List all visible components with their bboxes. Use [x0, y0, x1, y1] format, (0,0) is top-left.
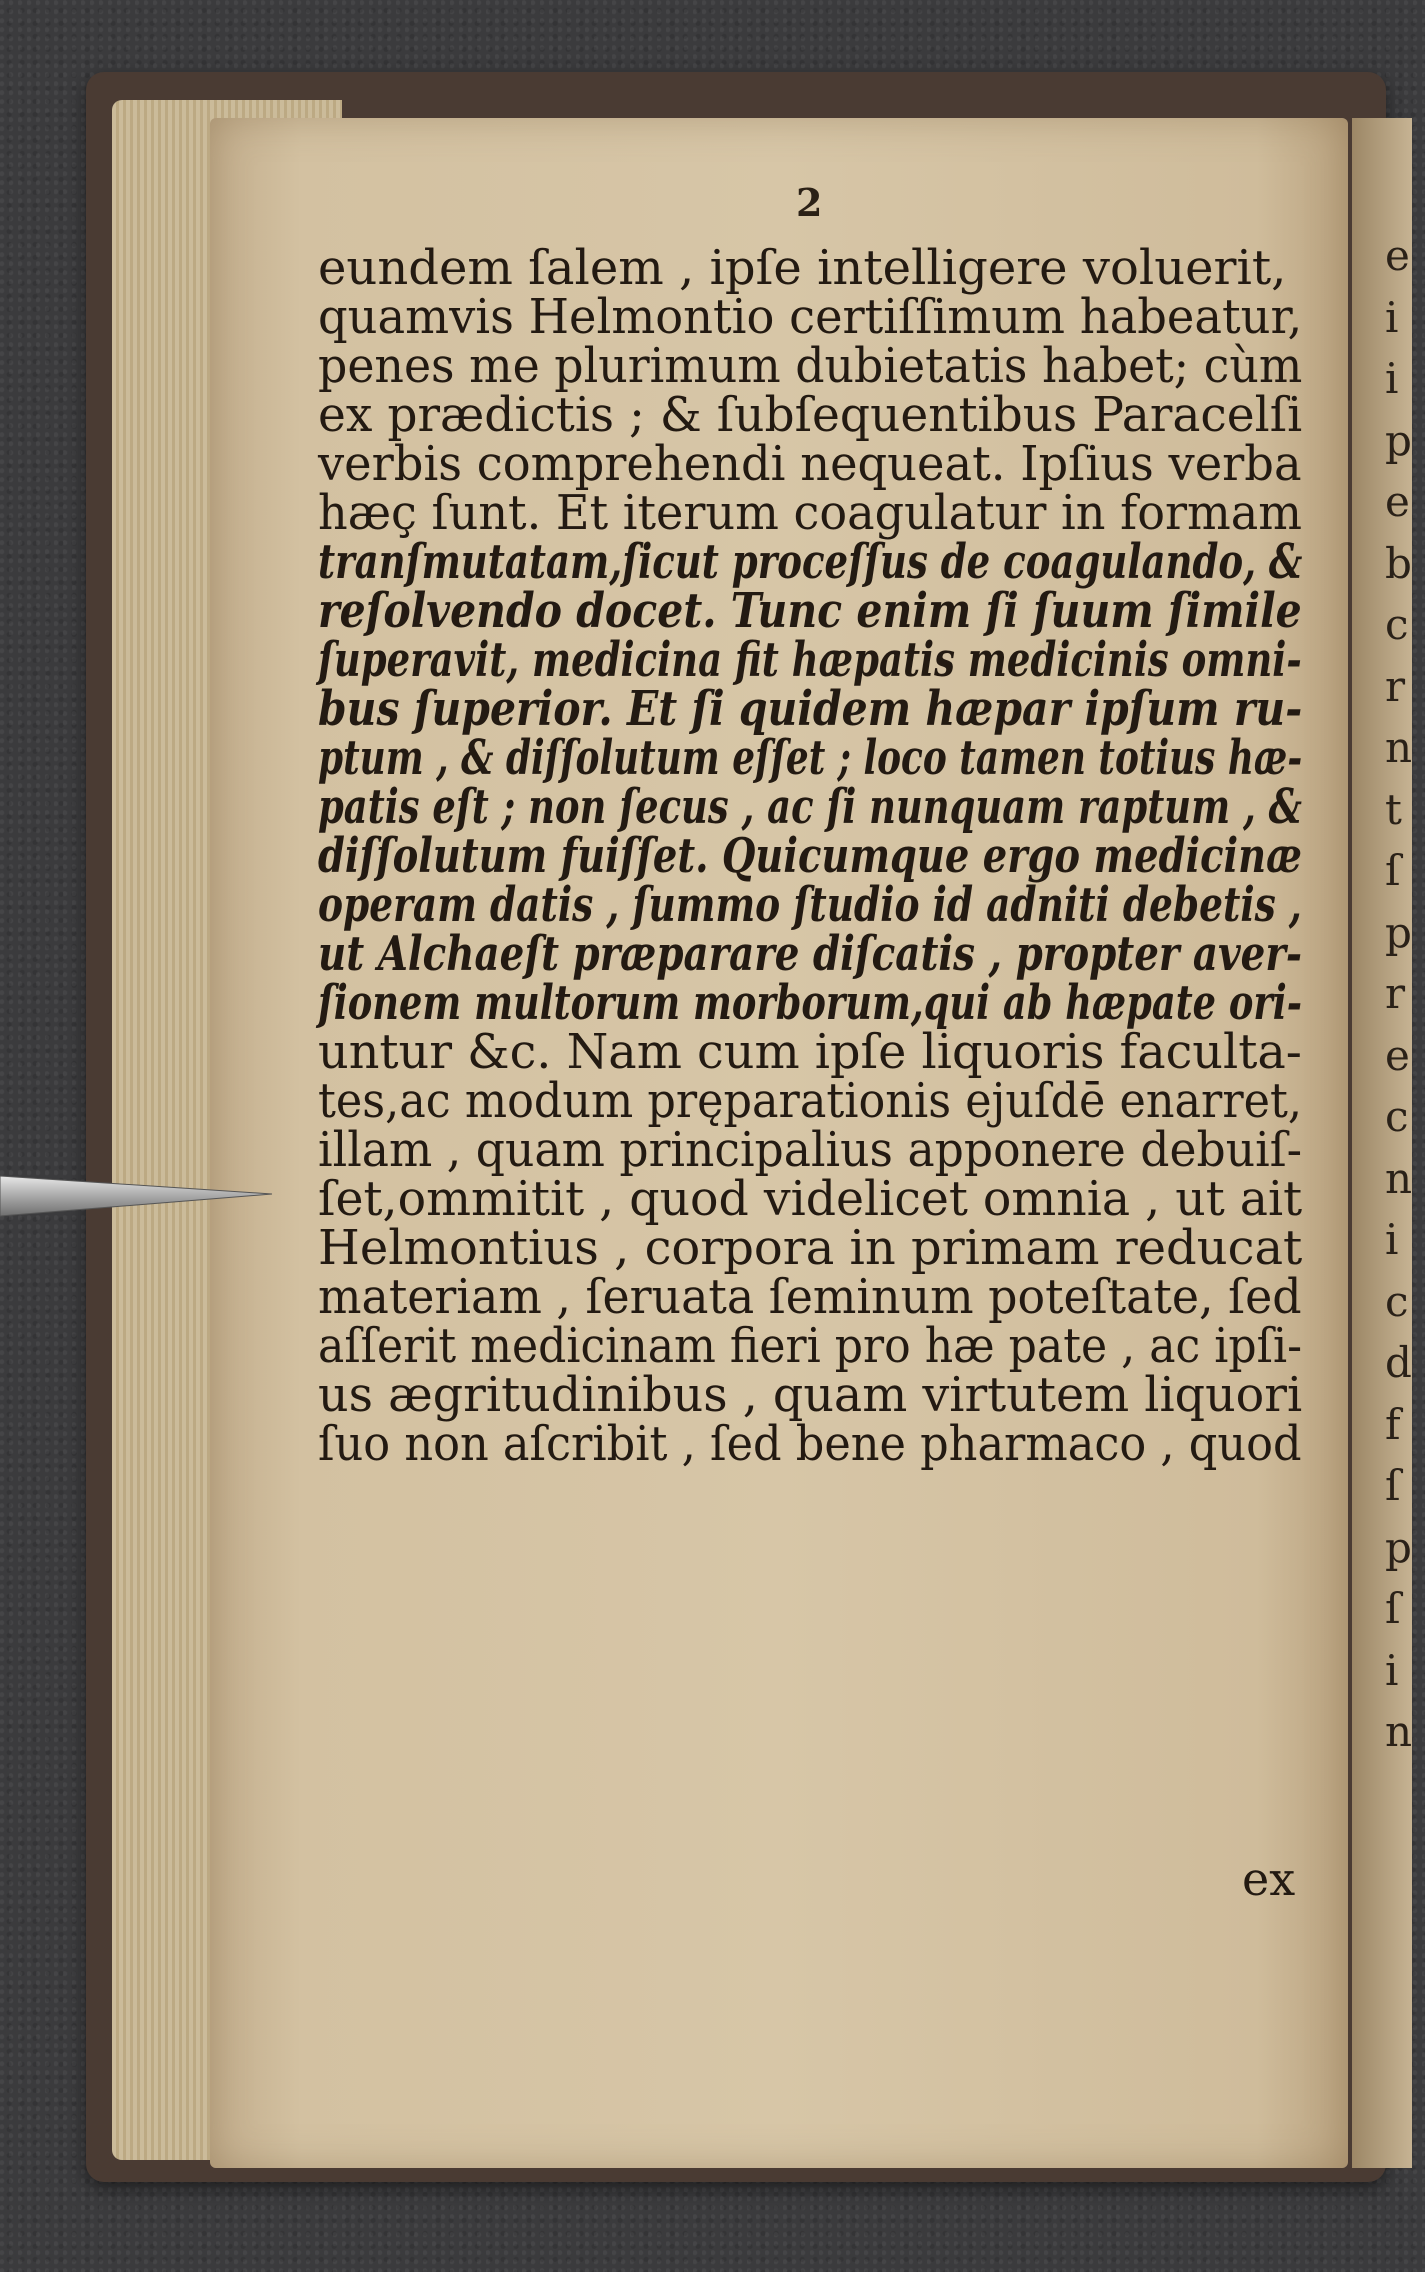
text-line: aſſerit medicinam fieri pro hæ pate , ac ipſi-: [318, 1318, 1303, 1374]
facing-letter: r: [1385, 969, 1406, 1018]
text-line: tranſmutatam,ſicut proceſſus de coagulando, &: [318, 534, 1303, 590]
facing-letter: e: [1385, 1030, 1410, 1080]
text-line: ut Alchaeſt præparare diſcatis , propter aver-: [318, 926, 1302, 982]
page-number: 2: [796, 180, 823, 225]
facing-letter: i: [1385, 1215, 1399, 1264]
facing-letter: c: [1385, 1092, 1409, 1141]
facing-letter: e: [1385, 477, 1410, 526]
text-line: penes me plurimum dubietatis habet; cùm: [318, 338, 1303, 394]
facing-letter: e: [1385, 231, 1410, 280]
page-text: [318, 240, 1303, 1472]
facing-letter: n: [1385, 1153, 1413, 1203]
text-line: patis eſt ; non ſecus , ac ſi nunquam raptum , &: [318, 779, 1302, 835]
text-line: illam , quam principalius apponere debuiſ-: [318, 1122, 1303, 1178]
text-line: tes,ac modum pręparationis ejuſdē enarret,: [318, 1073, 1302, 1129]
text-line: Helmontius , corpora in primam reducat: [318, 1220, 1303, 1276]
facing-letter: p: [1385, 1522, 1412, 1572]
facing-page-text: [1385, 225, 1425, 1763]
text-line: reſolvendo docet. Tunc enim ſi ſuum ſimile: [318, 583, 1302, 639]
facing-letter: n: [1385, 1707, 1413, 1756]
catchword: ex: [1242, 1852, 1296, 1906]
facing-letter: ſ: [1385, 846, 1401, 895]
text-line: ex prædictis ; & ſubſequentibus Paracelſi: [318, 387, 1303, 443]
facing-letter: c: [1385, 1276, 1409, 1326]
text-line: ſuo non aſcribit , ſed bene pharmaco , quod: [318, 1416, 1302, 1472]
facing-letter: b: [1385, 538, 1412, 588]
facing-letter: i: [1385, 292, 1399, 342]
text-line: ptum , & diſſolutum eſſet ; loco tamen totius hæ-: [318, 730, 1303, 786]
text-line: ſet,ommitit , quod videlicet omnia , ut ait: [318, 1171, 1303, 1227]
text-line: operam datis , ſummo ſtudio id adniti debetis ,: [318, 877, 1302, 933]
facing-letter: r: [1385, 661, 1406, 711]
facing-letter: p: [1385, 415, 1412, 465]
text-line: diſſolutum fuiſſet. Quicumque ergo medicinæ: [318, 828, 1302, 884]
facing-letter: p: [1385, 907, 1412, 957]
facing-letter: n: [1385, 723, 1413, 772]
facing-letter: c: [1385, 600, 1409, 649]
text-line: untur &c. Nam cum ipſe liquoris faculta-: [318, 1024, 1302, 1080]
text-line: ſionem multorum morborum,qui ab hæpate ori-: [318, 975, 1302, 1031]
facing-letter: f: [1385, 1399, 1401, 1449]
text-line: materiam , ſeruata ſeminum poteſtate, ſed: [318, 1269, 1302, 1325]
text-line: eundem ſalem , ipſe intelligere voluerit,: [318, 240, 1287, 296]
text-line: us ægritudinibus , quam virtutem liquori: [318, 1367, 1303, 1423]
page-pointer-icon: [0, 1170, 280, 1222]
text-line: hæç ſunt. Et iterum coagulatur in formam: [318, 485, 1303, 541]
text-line: verbis comprehendi nequeat. Ipſius verba: [318, 436, 1302, 492]
facing-letter: t: [1385, 784, 1402, 834]
facing-letter: i: [1385, 1645, 1399, 1695]
facing-letter: ſ: [1385, 1461, 1401, 1510]
text-line: ſuperavit, medicina fit hæpatis medicinis omni-: [318, 632, 1302, 688]
facing-letter: d: [1385, 1338, 1412, 1387]
text-line: quamvis Helmontio certiſſimum habeatur,: [318, 289, 1303, 345]
facing-letter: i: [1385, 354, 1399, 403]
facing-letter: ſ: [1385, 1584, 1401, 1633]
text-line: bus ſuperior. Et ſi quidem hæpar ipſum ru-: [318, 681, 1303, 737]
